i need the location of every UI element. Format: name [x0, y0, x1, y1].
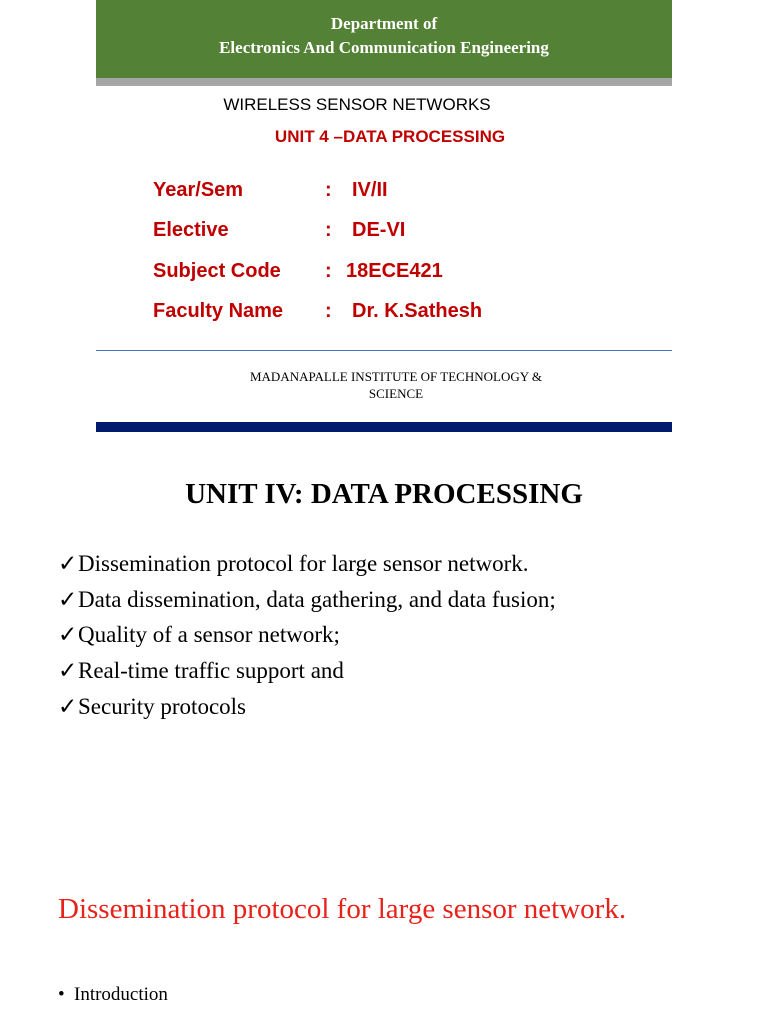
- topic-item: [58, 658, 344, 688]
- course-title: WIRELESS SENSOR NETWORKS: [223, 95, 491, 114]
- institute-line-2: SCIENCE: [368, 386, 424, 401]
- info-value: Dr. K.Sathesh: [352, 300, 483, 322]
- info-separator: :: [325, 219, 332, 241]
- topic-text: Security protocols: [78, 694, 246, 719]
- topic-text: Quality of a sensor network;: [78, 622, 340, 647]
- info-value: IV/II: [352, 179, 388, 201]
- section-heading: Dissemination protocol for large sensor network.: [58, 893, 627, 925]
- department-header: [96, 0, 672, 78]
- bullet-item: [58, 984, 168, 1006]
- info-label: Faculty Name: [153, 300, 284, 322]
- info-separator: :: [325, 179, 332, 201]
- bullet-text: Introduction: [74, 984, 168, 1005]
- topic-item: [58, 587, 556, 617]
- info-label: Year/Sem: [153, 179, 244, 201]
- checkmark-icon: ✓: [58, 694, 78, 719]
- checkmark-icon: ✓: [58, 658, 78, 683]
- info-label: Elective: [153, 219, 229, 241]
- bullet-icon: •: [58, 984, 65, 1005]
- checkmark-icon: ✓: [58, 551, 78, 576]
- unit-subtitle: UNIT 4 –DATA PROCESSING: [274, 127, 506, 146]
- unit-heading: UNIT IV: DATA PROCESSING: [185, 478, 583, 510]
- topic-item: [58, 622, 340, 652]
- department-line-2: Electronics And Communication Engineering: [219, 38, 549, 57]
- info-value: 18ECE421: [346, 260, 443, 282]
- divider-line: [96, 350, 672, 351]
- topic-item: [58, 551, 529, 581]
- header-underline-bar: [96, 78, 672, 86]
- institute-line-1: MADANAPALLE INSTITUTE OF TECHNOLOGY &: [249, 369, 542, 384]
- info-separator: :: [325, 300, 332, 322]
- institute-name: [210, 368, 582, 402]
- topic-text: Real-time traffic support and: [78, 658, 344, 683]
- title-slide: [0, 0, 768, 440]
- footer-bar: [96, 422, 672, 432]
- checkmark-icon: ✓: [58, 587, 78, 612]
- checkmark-icon: ✓: [58, 622, 78, 647]
- topic-text: Data dissemination, data gathering, and data fusion;: [78, 587, 556, 612]
- info-value: DE-VI: [352, 219, 406, 241]
- info-label: Subject Code: [153, 260, 281, 282]
- department-line-1: Department of: [330, 14, 438, 33]
- info-separator: :: [325, 260, 332, 282]
- topic-item: [58, 694, 246, 724]
- topic-text: Dissemination protocol for large sensor network.: [78, 551, 529, 576]
